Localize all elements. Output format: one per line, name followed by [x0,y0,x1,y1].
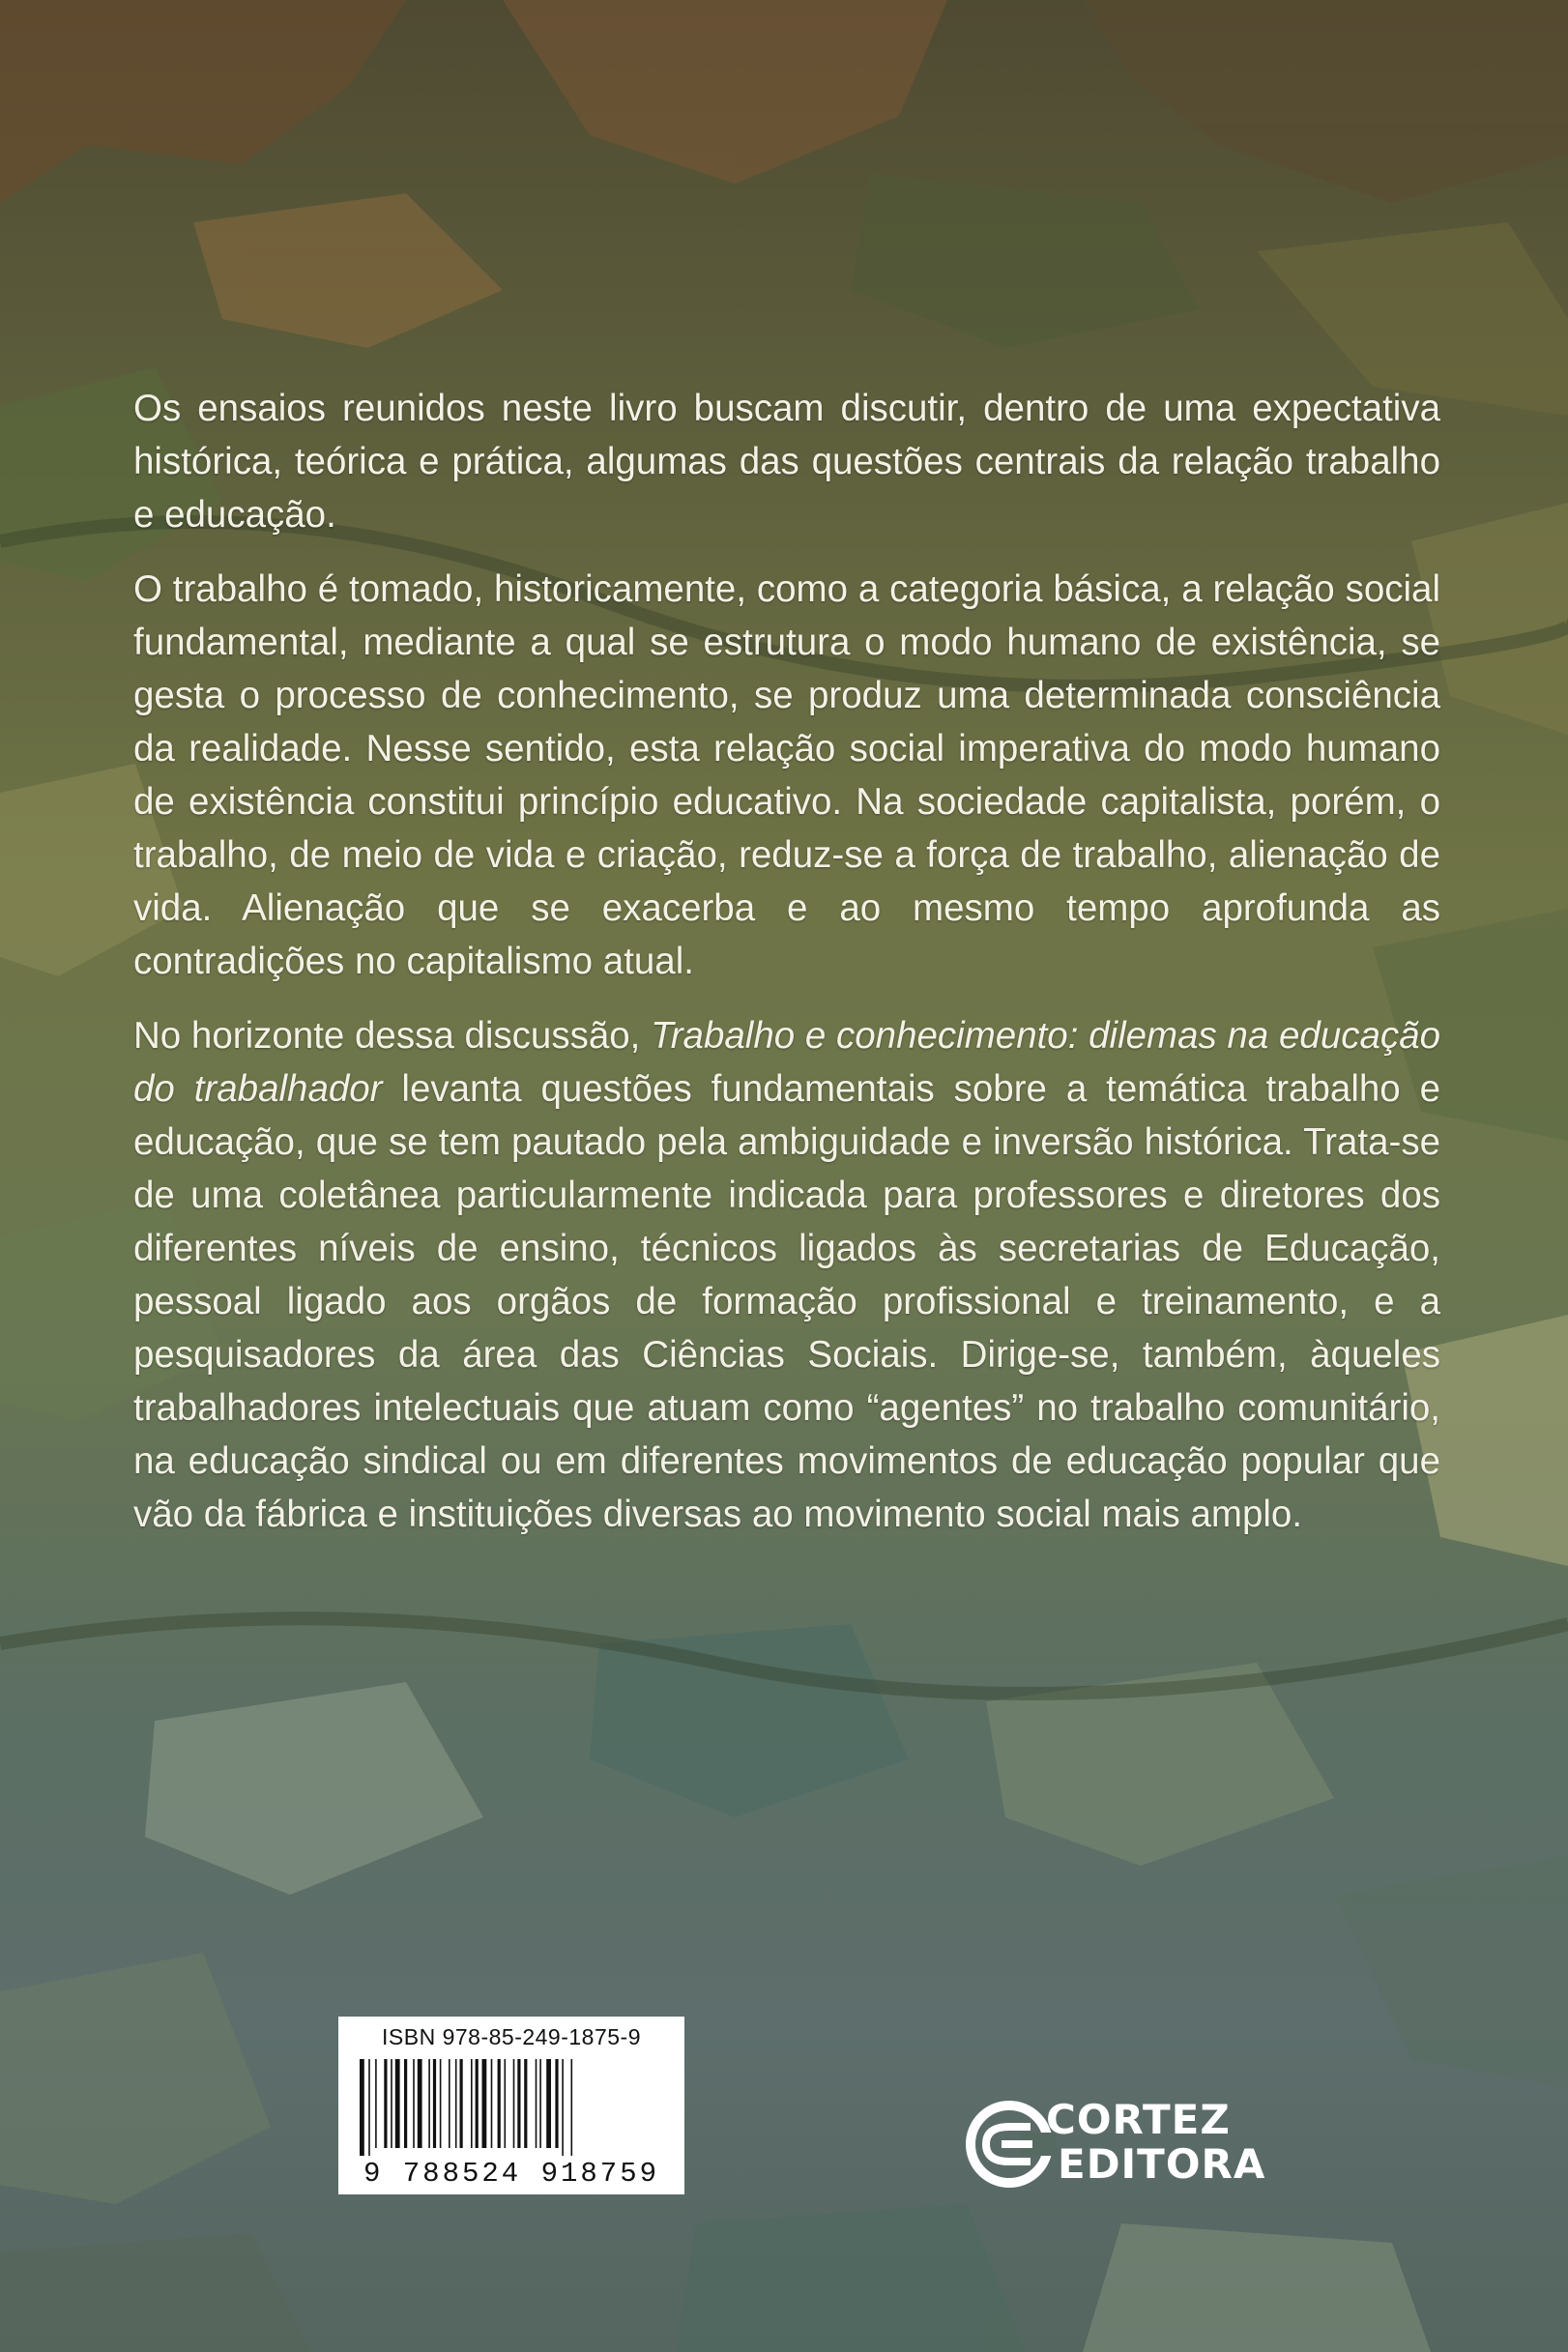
barcode-bar [524,2059,527,2148]
barcode-bar [546,2059,551,2148]
barcode-bar [471,2059,473,2148]
barcode-bar [455,2059,457,2148]
blurb-paragraph-1: Os ensaios reunidos neste livro buscam discutir, dentro de uma expectativa histórica, teórica e prática, algumas das questões centrais da relação trabalho e educação. [133,388,1440,536]
barcode-bar [375,2059,377,2148]
barcode-bar [498,2059,501,2148]
cortez-c-icon [963,2098,1056,2191]
barcode-bar [395,2059,400,2148]
barcode-bar [433,2059,436,2148]
barcode-bar [536,2059,537,2148]
barcode-bar [391,2059,392,2148]
isbn-label: ISBN 978-85-249-1875-9 [382,2024,641,2049]
publisher-name-line-2: EDITORA [1058,2140,1266,2188]
barcode-bar [418,2059,422,2148]
barcode-bar [404,2059,407,2148]
blurb-paragraph-3-body: levanta questões fundamentais sobre a temática trabalho e educação, que se tem pautado pela ambiguidade e inversão histórica. Trata-se de uma coletânea particularmente indicada para professores e diretores dos diferentes níveis de ensino, técnicos ligados às secretarias de Educação, pessoal ligado aos orgãos de formação profissional e treinamento, e a pesquisadores da área das Ciências Sociais. Dirige-se, também, àqueles trabalhadores intelectuais que atuam como “agentes” no trabalho comunitário, na educação sindical ou em diferentes movimentos de educação popular que vão da fábrica e instituições diversas ao movimento social mais amplo. [133,1068,1441,1535]
book-title-italic: Trabalho e conhecimento: dilemas na educação do trabalhador [133,1015,1440,1110]
barcode-bar [449,2059,450,2148]
barcode-bar [476,2059,479,2148]
blurb-paragraph-3-lead: No horizonte dessa discussão, [133,1015,652,1057]
barcode-bar [505,2059,507,2148]
isbn-digits: 9 788524 918759 [363,2158,660,2190]
back-cover-blurb [133,382,1440,1562]
barcode-bar [413,2059,415,2148]
barcode-bar [384,2059,387,2148]
barcode-bar [562,2059,564,2156]
publisher-name-line-1: CORTEZ [1046,2096,1231,2143]
barcode-icon [358,2059,665,2156]
isbn-barcode-box [338,2017,684,2194]
barcode-bar [539,2059,541,2148]
barcode-bar [517,2059,520,2148]
publisher-logo [963,2094,1266,2200]
barcode-bar [555,2059,558,2148]
barcode-bar [440,2059,442,2148]
barcode-bar [360,2059,364,2156]
barcode-bar [460,2059,463,2148]
barcode-bar [513,2059,515,2148]
blurb-paragraph-2: O trabalho é tomado, historicamente, como a categoria básica, a relação social fundamental, mediante a qual se estrutura o modo humano de existência, se gesta o processo de conhecimento, se produz uma determinada consciência da realidade. Nesse sentido, esta relação social imperativa do modo humano de existência constitui princípio educativo. Na sociedade capitalista, porém, o trabalho, de meio de vida e criação, reduz-se a força de trabalho, alienação de vida. Alienação que se exacerba e ao mesmo tempo aprofunda as contradições no capitalismo atual. [133,568,1440,982]
barcode-bar [571,2059,573,2156]
barcode-bar [428,2059,430,2148]
blurb-paragraph-3 [133,1009,1440,1541]
barcode-bar [368,2059,370,2156]
barcode-bar [482,2059,487,2148]
barcode-bar [491,2059,493,2148]
